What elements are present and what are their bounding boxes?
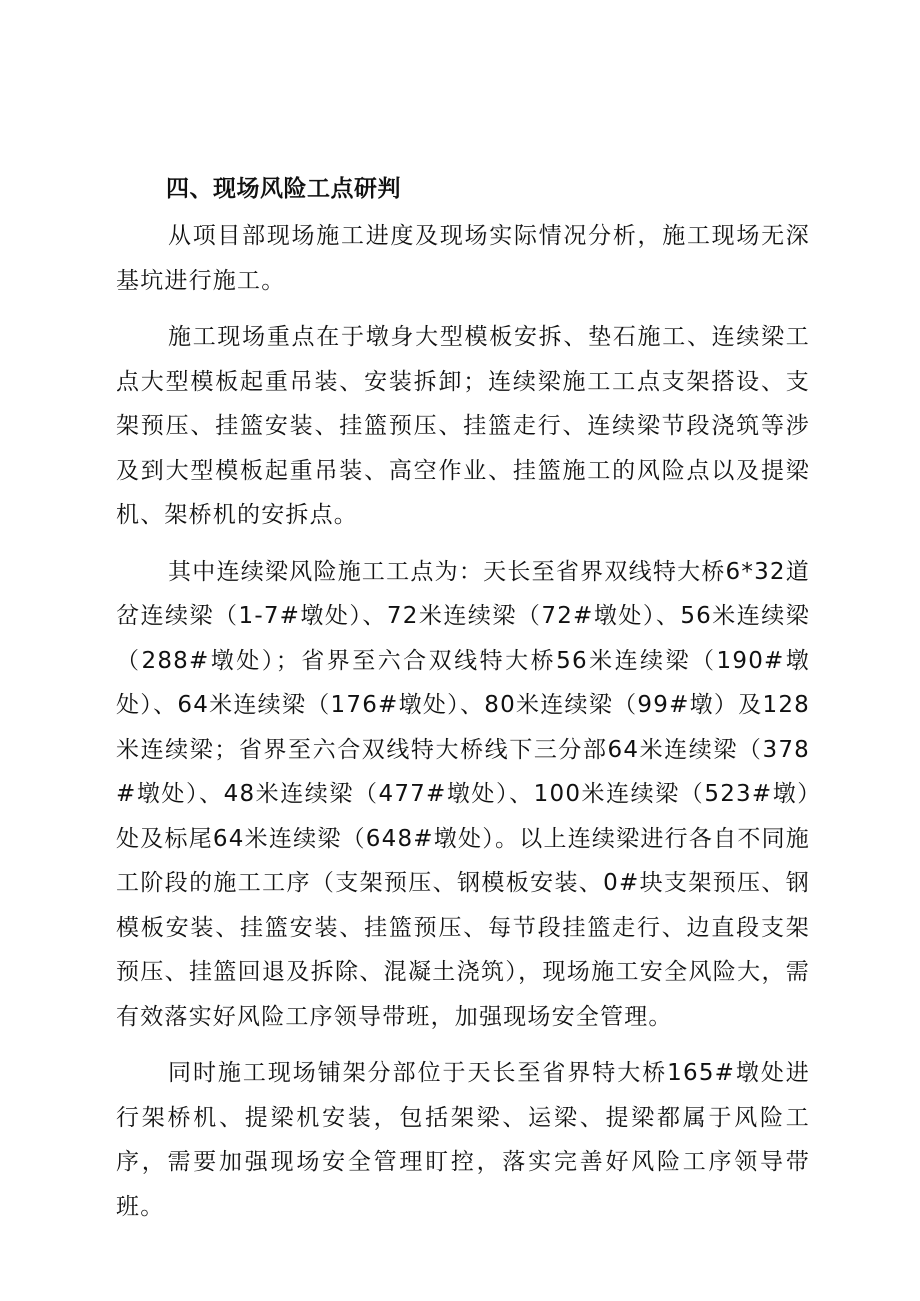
- paragraph-3: 其中连续梁风险施工工点为：天长至省界双线特大桥6*32道岔连续梁（1-7#墩处）、72米连续梁（72#墩处）、56米连续梁（288#墩处）；省界至六合双线特大桥56米连续梁（190#墩处）、64米连续梁（176#墩处）、80米连续梁（99#墩）及128米连续梁；省界至六合双线特大桥线下三分部64米连续梁（378#墩处）、48米连续梁（477#墩处）、100米连续梁（523#墩）处及标尾64米连续梁（648#墩处）。以上连续梁进行各自不同施工阶段的施工工序（支架预压、钢模板安装、0#块支架预压、钢模板安装、挂篮安装、挂篮预压、每节段挂篮走行、边直段支架预压、挂篮回退及拆除、混凝土浇筑），现场施工安全风险大，需有效落实好风险工序领导带班，加强现场安全管理。: [116, 558, 810, 1030]
- paragraph-4: 同时施工现场铺架分部位于天长至省界特大桥165#墩处进行架桥机、提梁机安装，包括架梁、运梁、提梁都属于风险工序，需要加强现场安全管理盯控，落实完善好风险工序领导带班。: [116, 1060, 810, 1220]
- paragraph-1: 从项目部现场施工进度及现场实际情况分析，施工现场无深基坑进行施工。: [116, 223, 810, 294]
- paragraph-2: 施工现场重点在于墩身大型模板安拆、垫石施工、连续梁工点大型模板起重吊装、安装拆卸；连续梁施工工点支架搭设、支架预压、挂篮安装、挂篮预压、挂篮走行、连续梁节段浇筑等涉及到大型模板起重吊装、高空作业、挂篮施工的风险点以及提梁机、架桥机的安拆点。: [116, 324, 810, 528]
- section-heading: 四、现场风险工点研判: [166, 176, 401, 202]
- document-body: [116, 168, 810, 1229]
